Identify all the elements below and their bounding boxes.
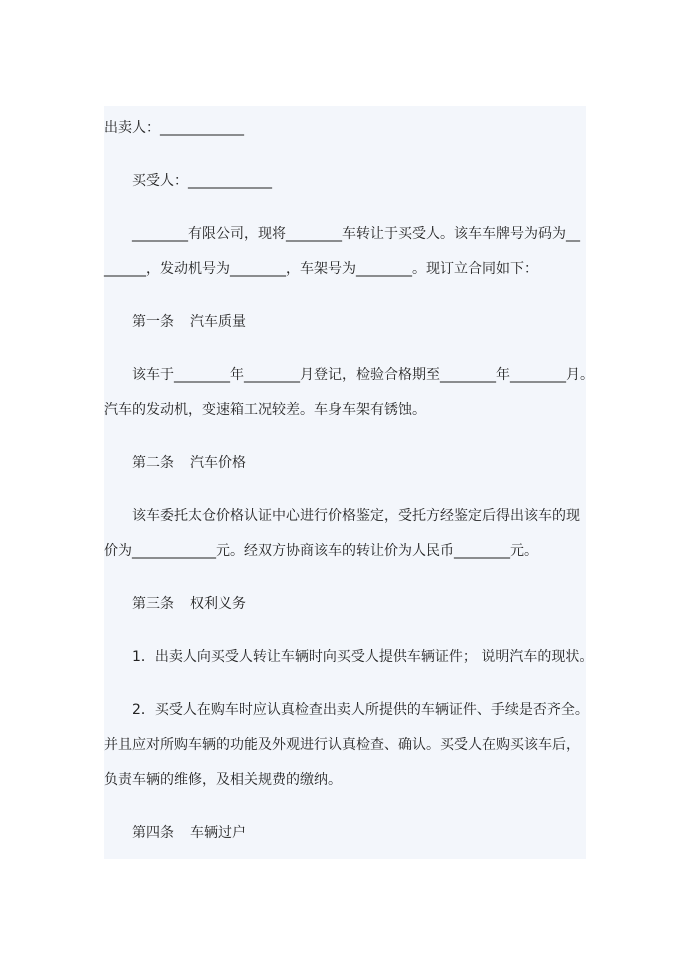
- article-1-paragraph: [104, 358, 594, 428]
- article-1-heading: [104, 305, 586, 340]
- article-3-item-2-line-3: 负责车辆的维修，及相关规费的缴纳。: [104, 772, 342, 788]
- document-content: [104, 111, 594, 869]
- article-3-item-1: [104, 640, 594, 675]
- document-page: [104, 106, 594, 859]
- buyer-line: [104, 164, 586, 199]
- article-2-heading: [104, 446, 586, 481]
- article-2-line-1: 该车委托太仓价格认证中心进行价格鉴定，受托方经鉴定后得出该车的现: [132, 508, 580, 524]
- article-4-heading: [104, 816, 586, 851]
- buyer-text: 买受人：____________: [132, 173, 272, 189]
- article-4-title: 车辆过户: [190, 825, 246, 841]
- article-3-item-2-line-1: 2．买受人在购车时应认真检查出卖人所提供的车辆证件、手续是否齐全。: [132, 702, 589, 718]
- article-3-heading: [104, 587, 586, 622]
- article-1-line-2: 汽车的发动机，变速箱工况较差。车身车架有锈蚀。: [104, 402, 426, 418]
- seller-text: 出卖人：____________: [104, 120, 244, 136]
- seller-line: [104, 111, 586, 146]
- article-3-item-2: [104, 693, 589, 798]
- article-2-line-2: 价为____________元。经双方协商该车的转让价为人民币________元。: [104, 543, 538, 559]
- article-1-number: 第一条: [132, 314, 174, 330]
- article-3-item-2-line-2: 并且应对所购车辆的功能及外观进行认真检查、确认。买受人在购买该车后，: [104, 737, 580, 753]
- article-2-paragraph: [104, 499, 586, 569]
- article-3-title: 权利义务: [190, 596, 246, 612]
- article-1-title: 汽车质量: [190, 314, 246, 330]
- intro-paragraph: [104, 217, 586, 287]
- intro-line-1: ________有限公司，现将________车转让于买受人。该车车牌号为码为__: [132, 226, 580, 242]
- article-3-item-1-line-1: 1．出卖人向买受人转让车辆时向买受人提供车辆证件； 说明汽车的现状。: [132, 649, 594, 665]
- intro-line-2: ______，发动机号为________，车架号为________。现订立合同如下：: [104, 261, 538, 277]
- article-2-number: 第二条: [132, 455, 174, 471]
- article-4-number: 第四条: [132, 825, 174, 841]
- article-1-line-1: 该车于________年________月登记，检验合格期至________年________月。: [132, 367, 594, 383]
- article-2-title: 汽车价格: [190, 455, 246, 471]
- article-3-number: 第三条: [132, 596, 174, 612]
